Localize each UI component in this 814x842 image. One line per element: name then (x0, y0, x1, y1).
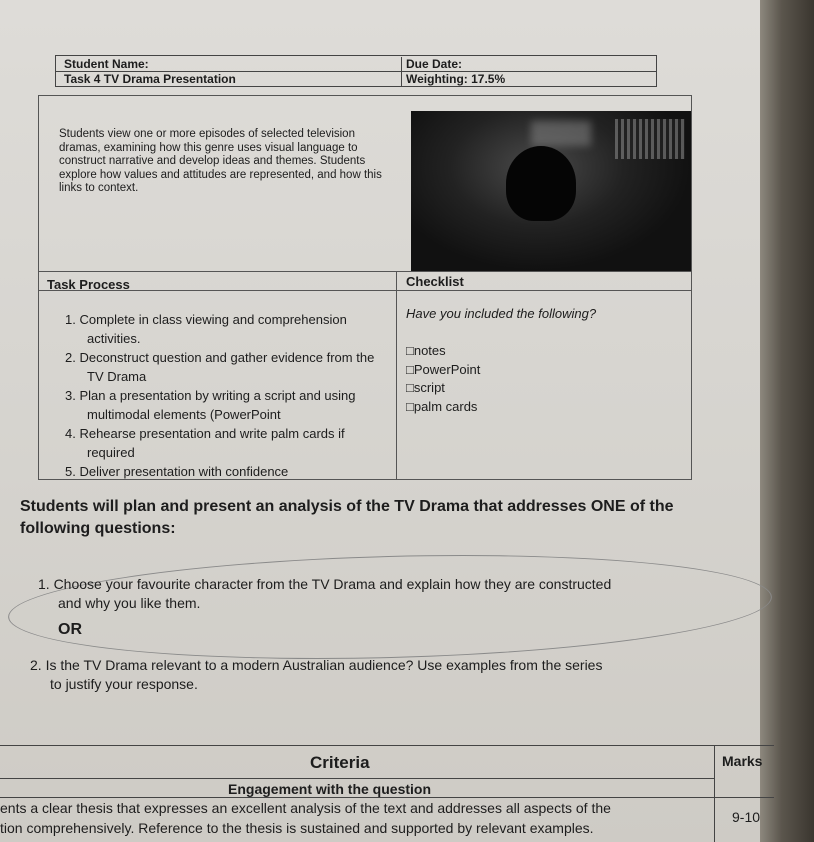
question-1-line-2: and why you like them. (58, 595, 201, 611)
question-1 (38, 575, 728, 613)
task-box (38, 95, 692, 480)
table-border (0, 778, 714, 779)
table-border (0, 745, 774, 746)
intro-text: Students view one or more episodes of selected television dramas, examining how this genre uses visual language to construct narrative and develop ideas and themes. Students explore how values and attitudes are represented, and how this links to context. (59, 128, 382, 194)
criteria-table (0, 745, 774, 842)
criteria-row-line-1: ents a clear thesis that expresses an excellent analysis of the text and addresses all aspects of the (0, 800, 611, 816)
list-item: 1. Complete in class viewing and comprehension activities. (65, 312, 347, 346)
task-process-title: Task Process (47, 277, 130, 292)
checklist-title: Checklist (406, 274, 464, 289)
checkbox-powerpoint[interactable]: □PowerPoint (406, 361, 481, 377)
divider (39, 271, 691, 272)
photo-shelf (615, 119, 685, 159)
criteria-row-marks: 9-10 (732, 809, 761, 825)
question-2 (30, 656, 740, 694)
checklist-question: Have you included the following? (406, 306, 597, 321)
list-item: 3. Plan a presentation by writing a script and using multimodal elements (PowerPoint (65, 388, 356, 422)
task-steps (57, 310, 392, 481)
criteria-subheading: Engagement with the question (228, 781, 432, 797)
checkbox-palm-cards[interactable]: □palm cards (406, 398, 478, 414)
table-border (714, 745, 715, 842)
checkbox-notes[interactable]: □notes (406, 343, 446, 358)
question-2-line-2: to justify your response. (50, 676, 198, 692)
list-item: 5. Deliver presentation with confidence (65, 464, 289, 479)
due-date-label: Due Date: (401, 57, 462, 72)
task-statement: Students will plan and present an analysis of the TV Drama that addresses ONE of the following questions: (20, 498, 674, 537)
background-sheet (760, 0, 814, 842)
checklist-items (406, 342, 480, 416)
criteria-row-line-2: tion comprehensively. Reference to the thesis is sustained and supported by relevant examples. (0, 820, 594, 836)
photo-silhouette (506, 146, 576, 221)
header-table (55, 55, 657, 87)
divider (39, 290, 691, 291)
student-name-label: Student Name: (64, 57, 149, 71)
question-1-line-1: 1. Choose your favourite character from the TV Drama and explain how they are constructed (38, 576, 612, 592)
column-divider (396, 271, 397, 479)
question-2-line-1: 2. Is the TV Drama relevant to a modern Australian audience? Use examples from the series (30, 657, 603, 673)
table-border (0, 797, 774, 798)
task-title: Task 4 TV Drama Presentation (64, 72, 236, 86)
checkbox-script[interactable]: □script (406, 380, 445, 395)
criteria-title: Criteria (310, 753, 370, 772)
or-label: OR (58, 621, 82, 638)
weighting-label: Weighting: 17.5% (401, 72, 505, 87)
tv-drama-photo (411, 111, 691, 271)
list-item: 4. Rehearse presentation and write palm cards if required (65, 426, 345, 460)
photo-light (531, 121, 591, 146)
list-item: 2. Deconstruct question and gather evidence from the TV Drama (65, 350, 375, 384)
marks-label: Marks (722, 753, 763, 769)
